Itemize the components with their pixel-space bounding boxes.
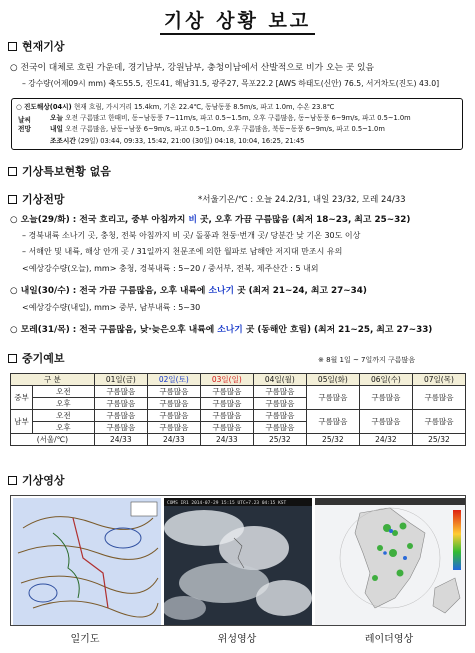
seoul-temps-note: *서울기온/℃ : 오늘 24.2/31, 내일 23/32, 모레 24/33 <box>198 195 406 205</box>
day-header: 01일(금) <box>94 374 147 386</box>
day-header: 03일(일) <box>200 374 253 386</box>
table-cell: 25/32 <box>412 434 465 446</box>
checkbox-icon <box>8 354 17 363</box>
table-cell: 구름많음 <box>306 410 359 434</box>
section-images: 기상영상 <box>8 472 65 488</box>
period-label: 오후 <box>33 398 95 410</box>
table-cell: 구름많음 <box>200 422 253 434</box>
outlook-today: ○ 오늘(29/화) : 전국 흐리고, 중부 아침까지 비 곳, 오후 가끔 구름많음 (최저 18~23, 최고 25~32) <box>10 215 411 225</box>
table-cell: 구름많음 <box>147 410 200 422</box>
section-outlook: 기상전망 <box>8 191 65 207</box>
table-cell: 구름많음 <box>147 422 200 434</box>
outlook-today-detail-1: – 경북내륙 소나기 곳, 충청, 전북 아침까지 비 곳/ 돌풍과 천둥·번개 곳/ 당분간 낮 기온 30도 이상 <box>22 231 361 240</box>
period-label: 오전 <box>33 410 95 422</box>
table-cell: 25/32 <box>306 434 359 446</box>
table-header: 구 분 <box>11 374 95 386</box>
table-cell: 구름많음 <box>412 410 465 434</box>
rain-amount-line: – 강수량(어제09시 mm) 축도55.5, 진도41, 해남31.5, 광주27, 목포22.2 [AWS 하태도(신안) 76.5, 서거차도(진도) 43.0] <box>22 79 440 88</box>
table-cell: 25/32 <box>253 434 306 446</box>
midterm-note: ※ 8월 1일 ~ 7일까지 구름많음 <box>318 356 416 364</box>
marine-observation-box: ○ 진도해상(04시) 현재 흐림, 가시거리 15.4km, 기온 22.4℃, 동남동풍 8.5m/s, 파고 1.0m, 수온 23.8℃ 날씨 전망 오늘 오전 구름많고 한때비, 동~남동풍 7~11m/s, 파고 0.5~1.5m, 오후 구름많음, 동~남동풍 6~9m/s, 파고 0.5~1.0m 내일 오전 구름많음, 남동~남풍 6~9m/s, 파고 0.5~1.0m, 오후 구름많음, 북동~동풍 6~9m/s, 파고 0.5~1.0m 조조시간 (29일) 03:44, 09:33, 15:42, 21:00 (30일) 04:18, 10:04, 16:25, 21:45 <box>11 98 463 150</box>
section-midterm: 중기예보 <box>8 350 65 366</box>
table-cell: 구름많음 <box>306 386 359 410</box>
section-special: 기상특보현황 없음 <box>8 163 111 179</box>
region-label: 중부 <box>11 386 33 410</box>
table-row <box>11 410 466 422</box>
table-cell: 구름많음 <box>200 410 253 422</box>
table-cell: 구름많음 <box>94 410 147 422</box>
outlook-dayafter: ○ 모레(31/목) : 전국 구름많음, 낮·늦은오후 내륙에 소나기 곳 (동해안 흐림) (최저 21~25, 최고 27~33) <box>10 325 433 335</box>
table-row <box>11 386 466 398</box>
table-cell: 구름많음 <box>94 386 147 398</box>
table-cell: 구름많음 <box>412 386 465 410</box>
section-current: 현재기상 <box>8 38 65 54</box>
checkbox-icon <box>8 42 17 51</box>
outlook-tomorrow-detail: <예상강수량(내일), mm> 중부, 남부내륙 : 5~30 <box>22 303 201 312</box>
satellite-header-text: COMS IR1 2014-07-29 15:15 UTC+7.23 04:15 KST <box>167 501 287 506</box>
weather-chart-image <box>13 498 161 625</box>
period-label: 오후 <box>33 422 95 434</box>
table-cell: 구름많음 <box>359 386 412 410</box>
checkbox-icon <box>8 476 17 485</box>
outlook-tomorrow: ○ 내일(30/수) : 전국 가끔 구름많음, 오후 내륙에 소나기 곳 (최저 21~24, 최고 27~34) <box>10 286 367 296</box>
table-cell: 24/33 <box>200 434 253 446</box>
caption-weather-chart: 일기도 <box>70 634 100 645</box>
table-cell: 24/32 <box>359 434 412 446</box>
day-header: 05일(화) <box>306 374 359 386</box>
table-cell: 구름많음 <box>147 398 200 410</box>
table-cell: 구름많음 <box>94 398 147 410</box>
table-cell: 구름많음 <box>253 386 306 398</box>
checkbox-icon <box>8 195 17 204</box>
radar-image <box>315 498 465 625</box>
table-cell: 구름많음 <box>200 398 253 410</box>
outlook-today-detail-3: <예상강수량(오늘), mm> 충청, 경북내륙 : 5~20 / 중서부, 전북, 제주산간 : 5 내외 <box>22 264 319 273</box>
caption-radar: 레이더영상 <box>364 634 414 645</box>
caption-satellite: 위성영상 <box>217 634 257 645</box>
checkbox-icon <box>8 167 17 176</box>
table-header-row <box>11 374 466 386</box>
table-cell: 구름많음 <box>253 410 306 422</box>
table-cell: 구름많음 <box>359 410 412 434</box>
day-header: 06일(수) <box>359 374 412 386</box>
satellite-image <box>164 498 312 625</box>
period-label: 오전 <box>33 386 95 398</box>
page-title: 기상 상황 보고 <box>0 6 475 33</box>
table-cell: 구름많음 <box>94 422 147 434</box>
table-cell: 구름많음 <box>253 422 306 434</box>
table-cell: 구름많음 <box>147 386 200 398</box>
day-header: 04일(월) <box>253 374 306 386</box>
day-header: 02일(토) <box>147 374 200 386</box>
day-header: 07일(목) <box>412 374 465 386</box>
table-cell: 구름많음 <box>200 386 253 398</box>
table-cell: 구름많음 <box>253 398 306 410</box>
outlook-today-detail-2: – 서해안 및 내륙, 해상 안개 곳 / 31일까지 천문조에 의한 월파로 남해안 저지대 만조시 유의 <box>22 247 343 256</box>
seoul-label: (서울/℃) <box>11 434 95 446</box>
table-cell: 24/33 <box>94 434 147 446</box>
midterm-forecast-table <box>10 373 466 446</box>
region-label: 남부 <box>11 410 33 434</box>
table-row <box>11 434 466 446</box>
table-cell: 24/33 <box>147 434 200 446</box>
current-summary: ○ 전국이 대체로 흐린 가운데, 경기남부, 강원남부, 충청이남에서 산발적으로 비가 오는 곳 있음 <box>10 63 375 73</box>
weather-images-frame <box>10 495 466 626</box>
